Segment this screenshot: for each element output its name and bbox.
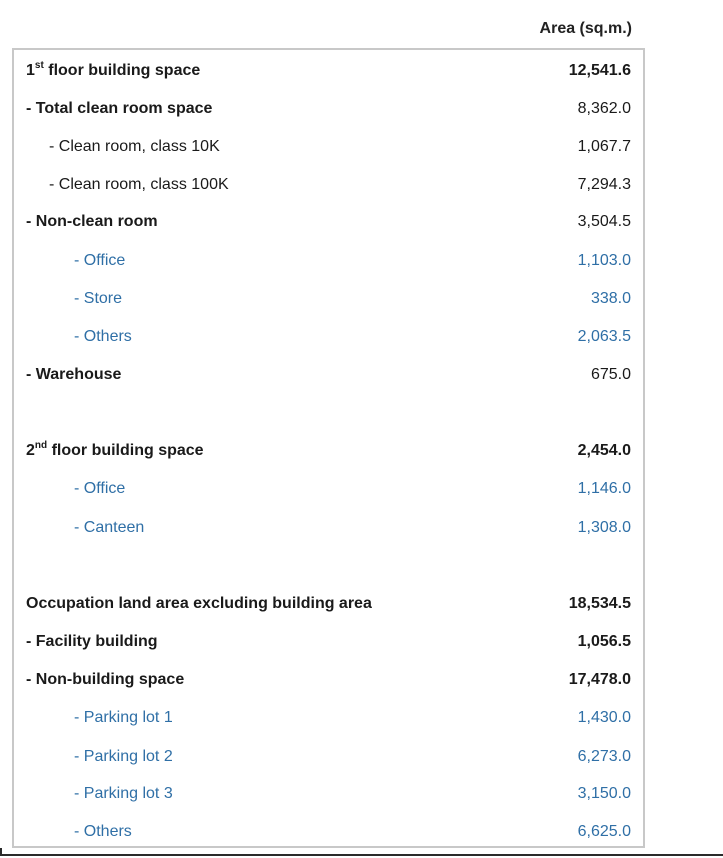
corner-tick [0,848,2,856]
table-row-non-clean-store [14,284,643,314]
table-row-total-clean-room [14,94,643,124]
row-label: - Non-building space [26,671,185,688]
table-row-non-clean-room [14,207,643,237]
area-table [12,48,645,848]
table-row-parking-lot-1 [14,703,643,733]
row-value: 8,362.0 [577,100,631,117]
row-value: 18,534.5 [568,595,631,612]
row-value: 3,150.0 [577,785,631,802]
table-row-non-building-others [14,817,643,847]
row-label: 2nd floor building space [26,439,204,459]
row-label: - Warehouse [26,366,122,383]
row-label: - Canteen [74,519,145,536]
row-label: - Office [74,480,126,497]
row-value: 1,067.7 [577,138,631,155]
row-label: - Facility building [26,633,158,650]
row-label: - Others [74,823,132,840]
row-label: - Office [74,252,126,269]
row-label: - Clean room, class 100K [49,176,229,193]
row-value: 6,273.0 [577,748,631,765]
table-row-non-building-space [14,665,643,695]
row-value: 12,541.6 [568,62,631,79]
row-value: 2,454.0 [577,442,631,459]
row-value: 1,308.0 [577,519,631,536]
row-value: 3,504.5 [577,213,631,230]
table-row-warehouse [14,360,643,390]
table-row-second-floor-office [14,474,643,504]
row-label: - Non-clean room [26,213,158,230]
row-value: 6,625.0 [577,823,631,840]
table-row-clean-room-100k [14,170,643,200]
area-column-header: Area (sq.m.) [539,20,632,37]
row-label: - Parking lot 1 [74,709,173,726]
row-label: - Parking lot 3 [74,785,173,802]
row-value: 1,430.0 [577,709,631,726]
row-value: 1,103.0 [577,252,631,269]
table-row-facility-building [14,627,643,657]
row-label: - Store [74,290,123,307]
table-row-first-floor [14,56,643,86]
row-value: 338.0 [590,290,631,307]
table-row-non-clean-office [14,246,643,276]
table-row-second-floor-canteen [14,513,643,543]
row-label: - Others [74,328,132,345]
row-label: - Total clean room space [26,100,213,117]
table-row-occupation-land-area [14,589,643,619]
row-value: 2,063.5 [577,328,631,345]
row-label: 1st floor building space [26,59,201,79]
table-row-clean-room-10k [14,132,643,162]
bottom-divider [0,854,723,856]
table-row-second-floor [14,436,643,466]
table-row-parking-lot-2 [14,742,643,772]
row-value: 675.0 [590,366,631,383]
row-value: 7,294.3 [577,176,631,193]
row-label: - Parking lot 2 [74,748,173,765]
row-value: 1,056.5 [577,633,631,650]
row-label: Occupation land area excluding building area [26,595,372,612]
row-label: - Clean room, class 10K [49,138,220,155]
row-value: 1,146.0 [577,480,631,497]
row-value: 17,478.0 [568,671,631,688]
table-row-parking-lot-3 [14,779,643,809]
table-row-non-clean-others [14,322,643,352]
